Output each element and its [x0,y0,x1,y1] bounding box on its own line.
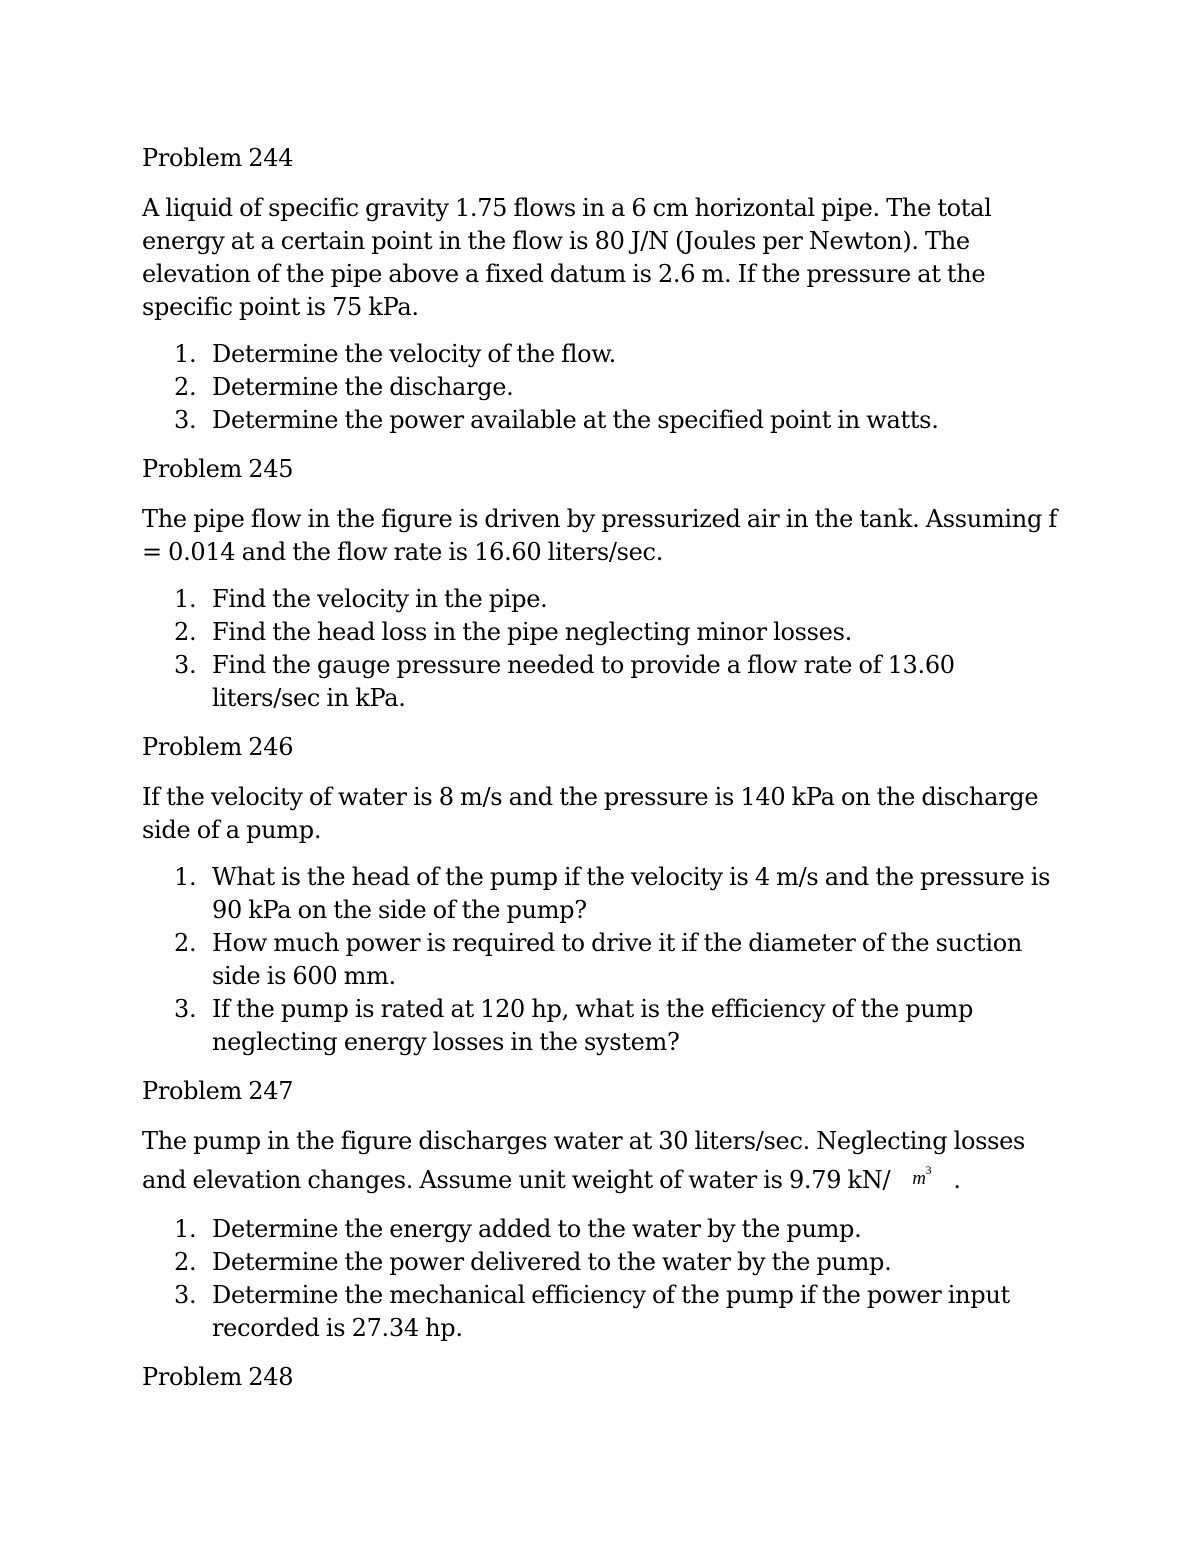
problem-statement: If the velocity of water is 8 m/s and the pressure is 140 kPa on the discharge side of a pump. [142,783,1039,844]
item-number: 3. [174,651,197,679]
document-page [142,140,1062,1411]
item-number: 2. [174,929,197,957]
item-text: Find the velocity in the pipe. [212,585,548,613]
item-number: 2. [174,373,197,401]
problem-title: Problem 244 [142,144,294,172]
item-text: Determine the power delivered to the water by the pump. [212,1248,892,1276]
item-text: Find the gauge pressure needed to provide a flow rate of 13.60 liters/sec in kPa. [212,651,955,712]
item-text: Determine the discharge. [212,373,514,401]
problem-statement: A liquid of specific gravity 1.75 flows in a 6 cm horizontal pipe. The total energy at a certain point in the flow is 80 J/N (Joules per Newton). The elevation of the pipe above a fixed datum is 2.6 m. If the pressure at the specific point is 75 kPa. [142,194,992,321]
problem-statement: The pipe flow in the figure is driven by pressurized air in the tank. Assuming f = 0.014 and the flow rate is 16.60 liters/sec. [142,505,1057,566]
question-item [142,338,1062,371]
item-text: Determine the mechanical efficiency of the pump if the power input recorded is 27.34 hp. [212,1281,1010,1342]
question-item [142,649,1062,715]
item-text: Determine the velocity of the flow. [212,340,616,368]
item-number: 3. [174,406,197,434]
item-text: What is the head of the pump if the velocity is 4 m/s and the pressure is 90 kPa on the side of the pump? [212,863,1051,924]
item-number: 3. [174,1281,197,1309]
item-text: How much power is required to drive it if the diameter of the suction side is 600 mm. [212,929,1023,990]
problem-title: Problem 246 [142,733,294,761]
question-list [142,1213,1062,1345]
question-item [142,993,1062,1059]
unit-base: m [912,1168,926,1189]
statement-end: . [953,1166,961,1194]
question-list [142,861,1062,1059]
statement-text: The pump in the figure discharges water at 30 liters/sec. Neglecting losses and elevation changes. Assume unit weight of water is 9.79 kN/ [142,1127,1026,1194]
item-text: Find the head loss in the pipe neglecting minor losses. [212,618,852,646]
item-number: 3. [174,995,197,1023]
item-number: 1. [174,863,197,891]
problem-247 [142,1073,1062,1345]
item-number: 1. [174,585,197,613]
item-text: Determine the power available at the specified point in watts. [212,406,939,434]
item-text: If the pump is rated at 120 hp, what is the efficiency of the pump neglecting energy losses in the system? [212,995,974,1056]
question-item [142,1279,1062,1345]
question-item [142,927,1062,993]
item-number: 1. [174,340,197,368]
question-item [142,1246,1062,1279]
problem-title: Problem 245 [142,455,294,483]
problem-246 [142,729,1062,1059]
problem-248 [142,1359,1062,1395]
question-item [142,371,1062,404]
item-number: 2. [174,618,197,646]
question-item [142,583,1062,616]
unit-exponent: 3 [925,1163,932,1177]
question-list [142,338,1062,437]
item-text: Determine the energy added to the water by the pump. [212,1215,862,1243]
problem-title: Problem 248 [142,1363,294,1391]
item-number: 2. [174,1248,197,1276]
cubic-meter-unit [912,1154,931,1195]
problem-245 [142,451,1062,715]
question-item [142,616,1062,649]
problem-statement [142,1125,1062,1199]
question-list [142,583,1062,715]
problem-title: Problem 247 [142,1077,294,1105]
question-item [142,1213,1062,1246]
item-number: 1. [174,1215,197,1243]
problem-244 [142,140,1062,437]
question-item [142,404,1062,437]
question-item [142,861,1062,927]
